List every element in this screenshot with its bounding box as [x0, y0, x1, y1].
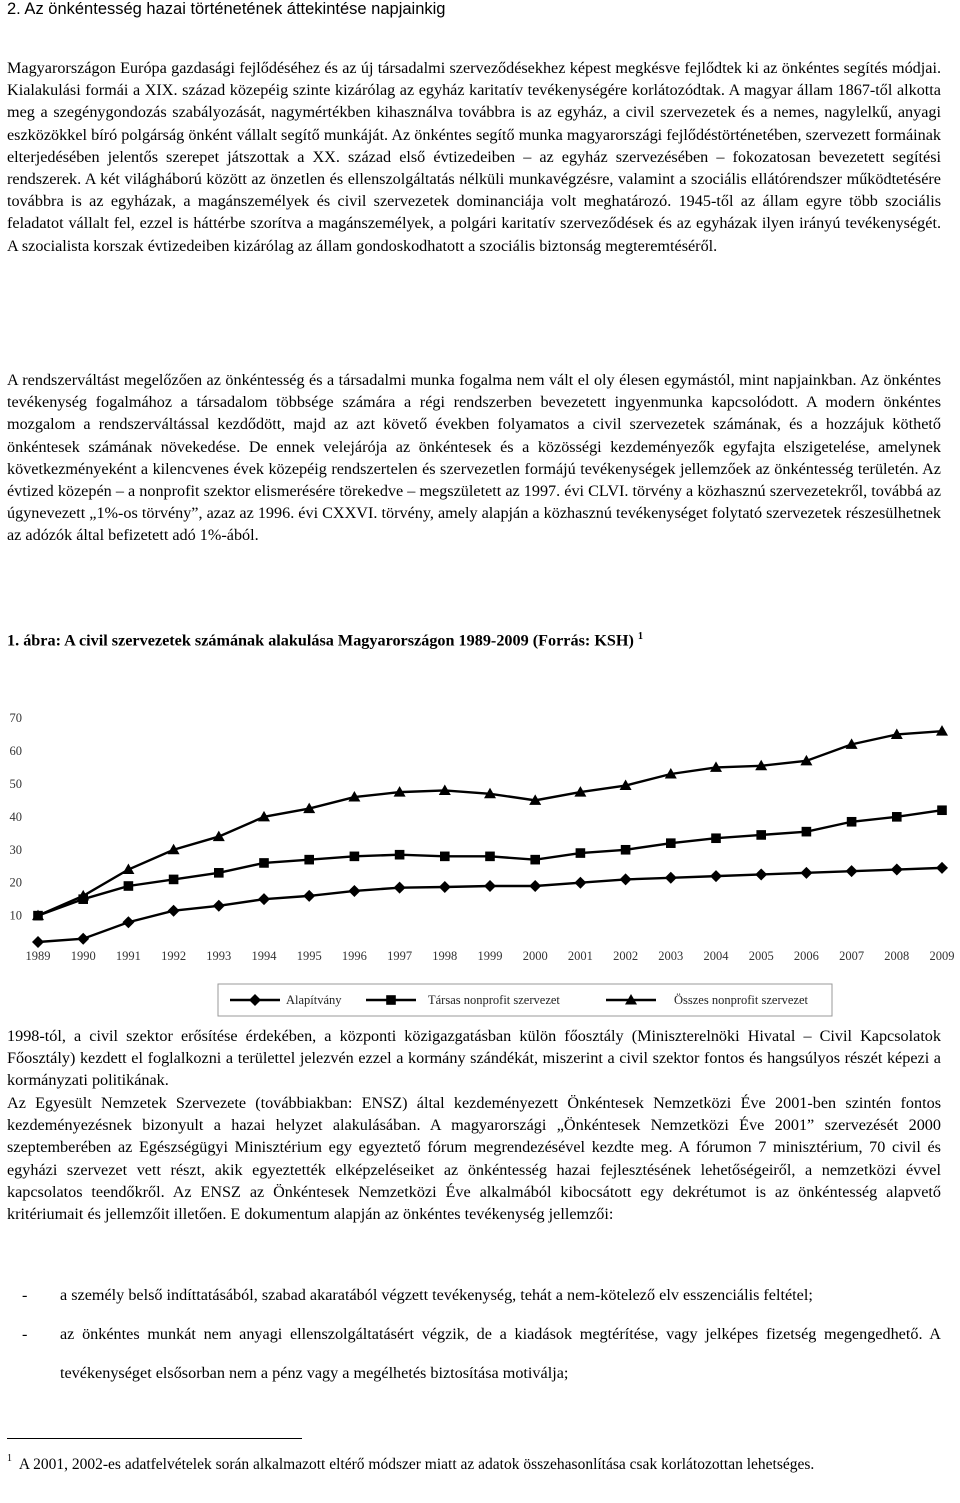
data-point — [304, 855, 314, 865]
y-tick-label: 50 — [9, 776, 22, 791]
data-point — [259, 858, 269, 868]
x-tick-label: 1991 — [115, 949, 141, 963]
x-tick-label: 1994 — [251, 949, 277, 963]
x-tick-label: 1999 — [477, 949, 503, 963]
data-point — [666, 838, 676, 848]
data-point — [621, 845, 631, 855]
data-point — [440, 852, 450, 862]
data-point — [169, 875, 179, 885]
data-point — [214, 868, 224, 878]
x-tick-label: 2002 — [613, 949, 639, 963]
footnote-text: A 2001, 2002-es adatfelvételek során alkalmazott eltérő módszer miatt az adatok összehasonlítása csak korlátozottan lehetséges. — [18, 1456, 815, 1474]
list-dash: - — [22, 1286, 28, 1304]
x-tick-label: 1998 — [432, 949, 458, 963]
x-tick-label: 1997 — [387, 949, 413, 963]
civil-organizations-chart — [0, 690, 960, 1020]
data-point — [576, 848, 586, 858]
data-point — [846, 865, 858, 877]
x-tick-label: 1990 — [70, 949, 96, 963]
x-tick-label: 2000 — [522, 949, 548, 963]
data-point — [756, 830, 766, 840]
x-tick-label: 1993 — [206, 949, 232, 963]
data-point — [485, 852, 495, 862]
paragraph-regime-change: A rendszerváltást megelőzően az önkéntesség és a társadalmi munka fogalma nem vált el oly élesen egymástól, mint napjainkban. Az önkéntes tevékenység fogalmához a társadalom többsége számára a régi rendszerben bevezetett ingyenmunka kapcsolódott. A modern önkéntes mozgalom a rendszerváltással kezdődött, majd az azt követő években folyamatos a civil szervezetek számának, és a hozzájuk köthető önkéntesek számának növekedése. De ennek velejárója az önkéntesek és a közösségi kezdeményezők egyfajta elszigetelése, amelynek következményeként a kilencvenes évek közepéig rendszertelen és szervezetlen formájú tevékenységek jellemzőek az önkéntesség területén. Az évtized közepén – a nonprofit szektor elismerésére törekedve – megszületett az 1997. évi CLVI. törvény a közhasznú szervezetekről, továbbá az úgynevezett „1%-os törvény”, azaz az 1996. évi CXXVI. törvény, amely alapján a közhasznú tevékenységet folytató szervezetek részesülhetnek az adózók által befizetett adó 1%-ából. — [7, 371, 941, 545]
data-point — [891, 864, 903, 876]
x-tick-label: 1989 — [25, 949, 51, 963]
section-heading: 2. Az önkéntesség hazai történetének áttekintése napjainkig — [7, 0, 446, 18]
data-point — [530, 855, 540, 865]
data-point — [802, 827, 812, 837]
data-point — [122, 916, 134, 928]
data-point — [847, 817, 857, 827]
x-axis-labels — [26, 949, 955, 963]
legend-label: Összes nonprofit szervezet — [674, 993, 808, 1007]
data-point — [529, 880, 541, 892]
data-point — [937, 805, 947, 815]
y-tick-label: 70 — [9, 711, 22, 725]
data-point — [386, 995, 396, 1005]
x-tick-label: 1996 — [341, 949, 367, 963]
y-tick-label: 30 — [9, 842, 22, 857]
x-tick-label: 1992 — [161, 949, 187, 963]
data-point — [395, 850, 405, 860]
data-point — [574, 877, 586, 889]
data-point — [303, 890, 315, 902]
data-point — [665, 872, 677, 884]
y-axis-labels — [10, 711, 23, 923]
data-point — [892, 812, 902, 822]
data-point — [350, 852, 360, 862]
data-point — [439, 881, 451, 893]
y-tick-label: 10 — [9, 908, 22, 923]
paragraph-history: Magyarországon Európa gazdasági fejlődéséhez és az új társadalmi szerveződésekhez képest megkésve fejlődtek ki az önkéntes segítés módjai. Kialakulási formái a XIX. század közepéig szinte kizárólag az egyház karitatív tevékenységére korlátozódtak. A magyar állam 1867-től alkotta meg a szegénygondozás szabályozását, nagymértékben kihasználva továbbra is az egyház, a civil szervezetek és a nemes, nagylelkű, anyagi eszközökkel bíró polgárság önként vállalt segítő munkáját. Az önkéntes segítő munka magyarországi fejlődéstörténetében, szervezett formáinak elterjedésében jelentős szerepet játszottak a XX. század első évtizedeiben – az egyház szervezésében – fokozatosan bevezetett segítési rendszerek. A két világháború között az önzetlen és ellenszolgáltatás nélküli munkavégzésre, valamint a szociális ellátórendszer működtetésére továbbra is az egyházak, a magánszemélyek és civil szervezetek dominanciája volt meghatározó. 1945-től az állam egyre több szociális feladatot vállalt fel, ezzel is háttérbe szorítva a magánszemélyek, a polgári karitatív szerveződések és az egyházak ilyen irányú tevékenységét. A szocialista korszak évtizedeiben kizárólag az állam gondoskodhatott a szociális biztonság megteremtéséről. — [7, 59, 941, 255]
list-item-text: az önkéntes munkát nem anyagi ellenszolgáltatásért végzik, de a kiadások megtérítése, vagy jelképes fizetség megengedhető. A tevékenységet elsősorban nem a pénz vagy a megélhetés biztosítása motiválja; — [60, 1325, 941, 1382]
paragraph-un-year: Az Egyesült Nemzetek Szervezete (továbbiakban: ENSZ) által kezdeményezett Önkéntesek Nemzetközi Éve 2001-ben szintén fontos kezdeményezésnek bizonyult a hazai helyzet alakulásában. A magyarországi „Önkéntesek Nemzetközi Éve 2001” szervezését 2000 szeptemberében az Egészségügyi Minisztérium egy egyeztető fórum megrendezésével kezdte meg. A fórumon 7 minisztérium, 70 civil és egyházi szervezet vett részt, akik egyeztették elképzeléseiket az önkéntesség hazai fejlesztésének lehetőségeiről, a nemzetközi évvel kapcsolatos teendőkről. Az ENSZ az Önkéntesek Nemzetközi Éve alkalmából kibocsátott egy dekrétumot is az önkéntesség alapvető kritériumait és jellemzőit illetően. E dokumentum alapján az önkéntes tevékenység jellemzői: — [7, 1094, 941, 1224]
paragraph-1998: 1998-tól, a civil szektor erősítése érdekében, a központi közigazgatásban külön főosztály (Miniszterelnöki Hivatal – Civil Kapcsolatok Főosztály) kezdett el foglalkozni a területtel jelezvén ezzel a kormány szándékát, miszerint a civil szektor fontos és hangsúlyos részét képezi a kormányzati politikának. — [7, 1027, 941, 1090]
legend-label: Társas nonprofit szervezet — [428, 993, 560, 1007]
data-point — [258, 893, 270, 905]
criteria-list — [7, 1276, 941, 1393]
footnote — [7, 1442, 941, 1484]
data-point — [348, 885, 360, 897]
footnote-ref: 1 — [637, 631, 643, 642]
x-tick-label: 2001 — [567, 949, 593, 963]
data-point — [800, 867, 812, 879]
y-tick-label: 20 — [9, 875, 22, 890]
data-point — [394, 882, 406, 894]
data-point — [755, 868, 767, 880]
legend-label: Alapítvány — [286, 993, 342, 1007]
y-tick-label: 60 — [9, 743, 22, 758]
x-tick-label: 2007 — [839, 949, 865, 963]
list-item-text: a személy belső indíttatásából, szabad akaratából végzett tevékenység, tehát a nem-kötelező elv esszenciális feltétel; — [60, 1286, 813, 1304]
x-tick-label: 2006 — [793, 949, 819, 963]
chart-legend — [218, 984, 832, 1016]
data-point — [213, 900, 225, 912]
series-line — [38, 810, 942, 915]
data-point — [124, 881, 134, 891]
list-item — [7, 1315, 941, 1393]
y-tick-label: 40 — [9, 809, 22, 824]
x-tick-label: 2008 — [884, 949, 910, 963]
chart-series — [32, 725, 948, 948]
data-point — [710, 870, 722, 882]
x-tick-label: 2005 — [748, 949, 774, 963]
x-tick-label: 2009 — [929, 949, 955, 963]
data-point — [77, 933, 89, 945]
data-point — [168, 905, 180, 917]
footnote-separator — [7, 1438, 302, 1439]
x-tick-label: 1995 — [296, 949, 322, 963]
figure-caption — [7, 631, 941, 650]
data-point — [620, 873, 632, 885]
data-point — [484, 880, 496, 892]
data-point — [936, 862, 948, 874]
x-tick-label: 2004 — [703, 949, 729, 963]
list-item — [7, 1276, 941, 1315]
footnote-number: 1 — [7, 1453, 12, 1464]
list-dash: - — [22, 1325, 28, 1343]
series-square — [33, 805, 947, 920]
figure-caption-text: 1. ábra: A civil szervezetek számának alakulása Magyarországon 1989-2009 (Forrás: KSH) — [7, 631, 634, 650]
data-point — [711, 833, 721, 843]
x-tick-label: 2003 — [658, 949, 684, 963]
data-point — [32, 936, 44, 948]
